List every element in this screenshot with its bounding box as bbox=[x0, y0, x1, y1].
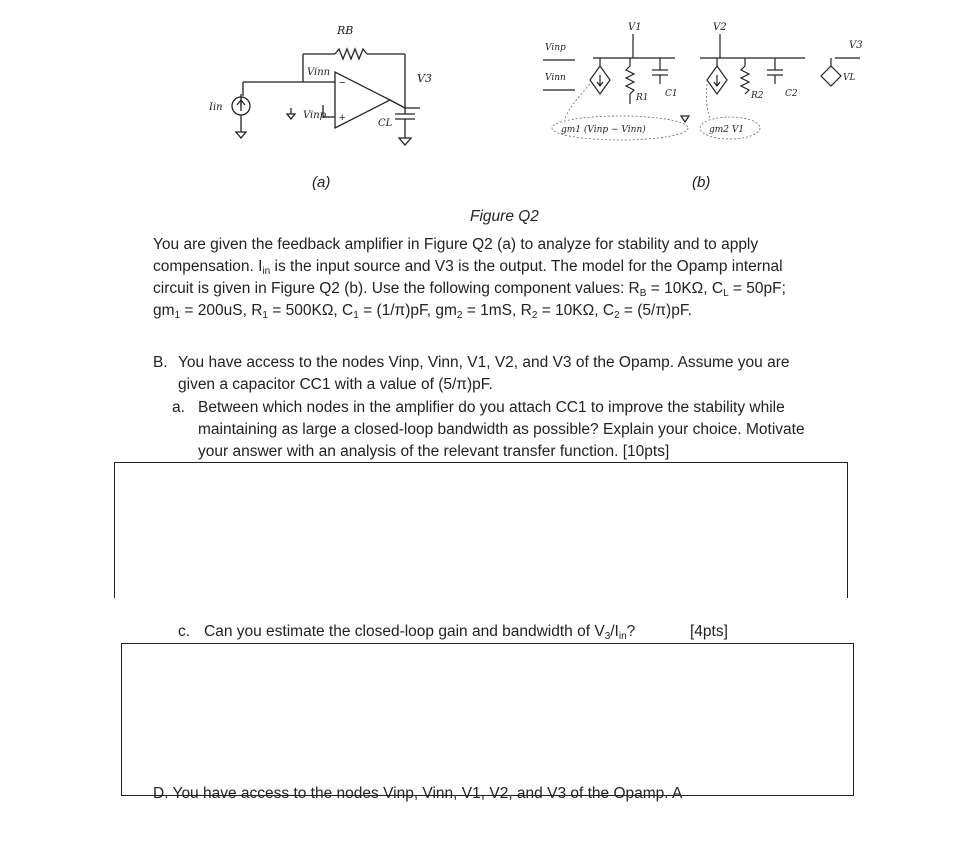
part-b-a-line-2: maintaining as large a closed-loop bandwidth as possible? Explain your choice. Motivate bbox=[198, 421, 805, 438]
intro-line-4: $gm_1 = 200uS$, $R_1 = 500K\Omega$, $C_1 = (1/\pi)pF$, $gm_2 = 1mS$, $R_2 = 10K\Omega$, $C_2 = (5/\pi)pF$. bbox=[153, 302, 692, 321]
part-b-a-marker: a. bbox=[172, 399, 185, 416]
label-cl: CL bbox=[378, 118, 393, 129]
label-v1: V1 bbox=[628, 22, 642, 33]
label-v2: V2 bbox=[713, 22, 727, 33]
intro-line-3: circuit is given in Figure Q2 (b). Use the following component values: $R_B = 10K\Omega$, $C_L = 50pF$; bbox=[153, 280, 786, 299]
figure-a-label: (a) bbox=[312, 174, 331, 191]
label-c2: C2 bbox=[785, 89, 798, 99]
part-c-marker: c. bbox=[178, 623, 191, 640]
figure-a-schematic bbox=[195, 20, 445, 165]
label-gm1-expr: gm1 (Vinp − Vinn) bbox=[561, 125, 646, 135]
figure-b-opamp-model bbox=[535, 18, 870, 148]
label-b-v3: V3 bbox=[849, 40, 863, 51]
label-vinn: Vinn bbox=[307, 67, 331, 78]
part-b-a-text bbox=[198, 397, 878, 463]
intro-line-1: You are given the feedback amplifier in Figure Q2 (a) to analyze for stability and to apply bbox=[153, 236, 759, 253]
label-c1: C1 bbox=[665, 89, 678, 99]
part-b-marker: B. bbox=[153, 354, 168, 371]
intro-line-2: compensation. $I_{in}$ is the input source and V3 is the output. The model for the Opamp internal bbox=[153, 258, 783, 277]
label-gm2-expr: gm2 V1 bbox=[709, 125, 745, 135]
cutoff-next-question bbox=[153, 785, 853, 805]
part-b-line-2: given a capacitor CC1 with a value of (5/π)pF. bbox=[178, 376, 493, 393]
part-b-a-line-1: Between which nodes in the amplifier do you attach CC1 to improve the stability while bbox=[198, 399, 785, 416]
label-b-vinp: Vinp bbox=[545, 43, 566, 53]
part-b-text bbox=[178, 352, 878, 396]
part-c-question: Can you estimate the closed-loop gain and bandwidth of $V_3/I_{in}$? bbox=[204, 623, 636, 642]
label-vl: VL bbox=[843, 73, 856, 83]
cutoff-text: D. You have access to the nodes Vinp, Vinn, V1, V2, and V3 of the Opamp. A bbox=[153, 785, 683, 802]
label-minus: − bbox=[339, 77, 346, 89]
label-b-vinn: Vinn bbox=[545, 73, 566, 83]
label-iin: Iin bbox=[209, 102, 223, 113]
label-plus: + bbox=[339, 112, 346, 124]
label-vinp: Vinp bbox=[303, 110, 327, 121]
label-r1: R1 bbox=[636, 93, 649, 103]
figure-b-label: (b) bbox=[692, 174, 711, 191]
part-b-a-line-3: your answer with an analysis of the relevant transfer function. [10pts] bbox=[198, 443, 670, 460]
answer-box-c[interactable] bbox=[121, 643, 854, 796]
intro-paragraph bbox=[153, 234, 873, 322]
part-c-points: [4pts] bbox=[690, 623, 728, 640]
part-b-line-1: You have access to the nodes Vinp, Vinn, V1, V2, and V3 of the Opamp. Assume you are bbox=[178, 354, 790, 371]
label-r2: R2 bbox=[751, 91, 764, 101]
figure-caption: Figure Q2 bbox=[470, 208, 539, 225]
label-v3: V3 bbox=[417, 72, 432, 85]
answer-box-a[interactable] bbox=[114, 462, 848, 598]
label-rb: RB bbox=[337, 24, 354, 37]
